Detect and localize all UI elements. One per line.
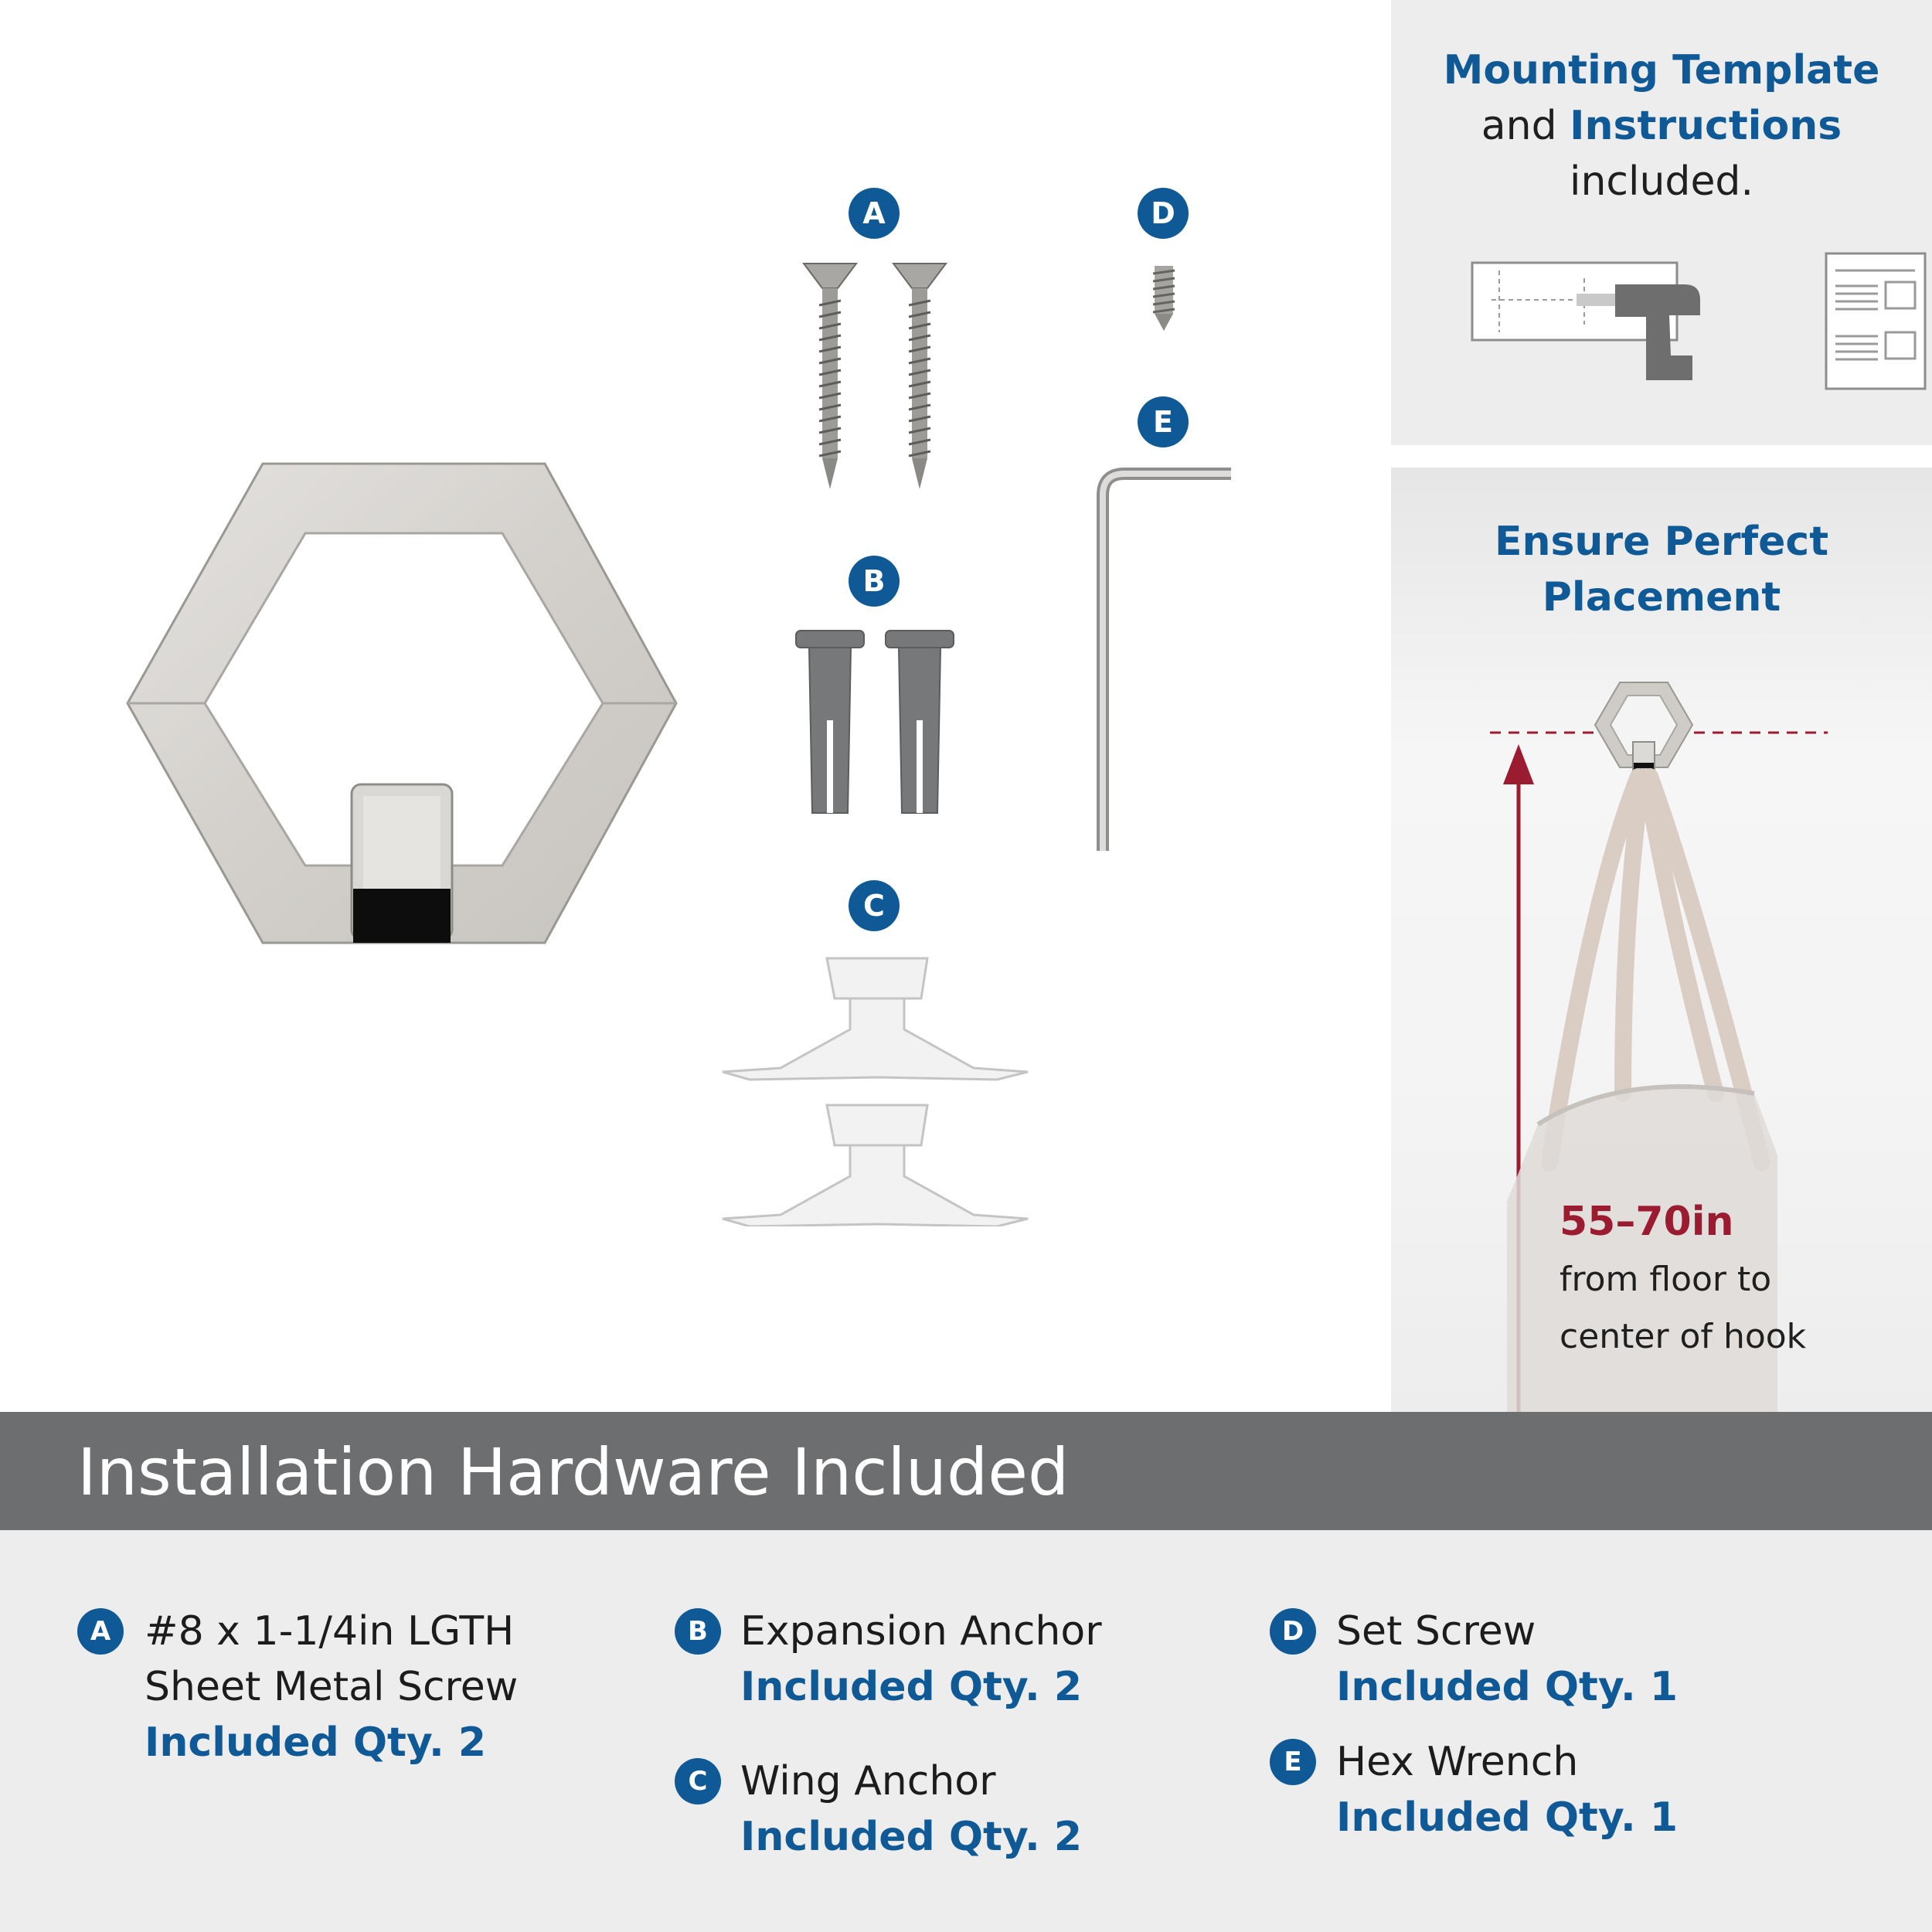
part-b-badge: B <box>849 556 900 607</box>
banner-title: Installation Hardware Included <box>77 1434 1070 1510</box>
included-text: included. <box>1570 158 1753 205</box>
legend-a-line1: #8 x 1-1/4in LGTH <box>145 1608 515 1655</box>
hex-wrench-image <box>1094 468 1233 854</box>
part-a-badge: A <box>849 188 900 239</box>
legend-b-qty: Included Qty. 2 <box>740 1664 1083 1710</box>
legend-b-badge: B <box>675 1608 721 1655</box>
instructions-text: Instructions <box>1570 103 1842 149</box>
legend-area <box>0 1530 1932 1932</box>
expansion-anchors-image <box>792 628 962 817</box>
legend-e-badge: E <box>1270 1739 1316 1785</box>
measurement-desc-line1: from floor to <box>1560 1260 1772 1299</box>
legend-b-line1: Expansion Anchor <box>740 1608 1102 1655</box>
legend-d-badge: D <box>1270 1608 1316 1655</box>
measurement-desc-line2: center of hook <box>1560 1317 1807 1356</box>
hexagon-hook-image <box>116 456 688 958</box>
measurement-value: 55–70in <box>1560 1199 1734 1245</box>
legend-a-qty: Included Qty. 2 <box>145 1719 487 1766</box>
and-text: and <box>1481 103 1557 149</box>
part-e-badge: E <box>1138 396 1189 447</box>
legend-e-qty: Included Qty. 1 <box>1336 1794 1679 1841</box>
mounting-template-heading: Mounting Template <box>1443 47 1880 94</box>
legend-d-line1: Set Screw <box>1336 1608 1536 1655</box>
legend-c-line1: Wing Anchor <box>740 1758 996 1804</box>
wing-anchors-image <box>719 952 1036 1226</box>
placement-panel <box>1391 468 1932 1412</box>
drill-template-icon <box>1468 247 1731 386</box>
installation-banner <box>0 1412 1932 1530</box>
legend-e-line1: Hex Wrench <box>1336 1739 1579 1785</box>
legend-d-qty: Included Qty. 1 <box>1336 1664 1679 1710</box>
set-screw-image <box>1148 263 1179 332</box>
mounting-template-panel <box>1391 0 1932 445</box>
placement-heading-line1: Ensure Perfect <box>1494 519 1829 565</box>
legend-c-qty: Included Qty. 2 <box>740 1814 1083 1860</box>
part-c-badge: C <box>849 880 900 931</box>
sheet-metal-screws-image <box>796 259 958 491</box>
legend-a-badge: A <box>77 1608 124 1655</box>
part-d-badge: D <box>1138 188 1189 239</box>
placement-heading-line2: Placement <box>1542 574 1781 621</box>
instructions-sheet-icon <box>1824 251 1928 390</box>
legend-a-line2: Sheet Metal Screw <box>145 1664 519 1710</box>
legend-c-badge: C <box>675 1758 721 1804</box>
